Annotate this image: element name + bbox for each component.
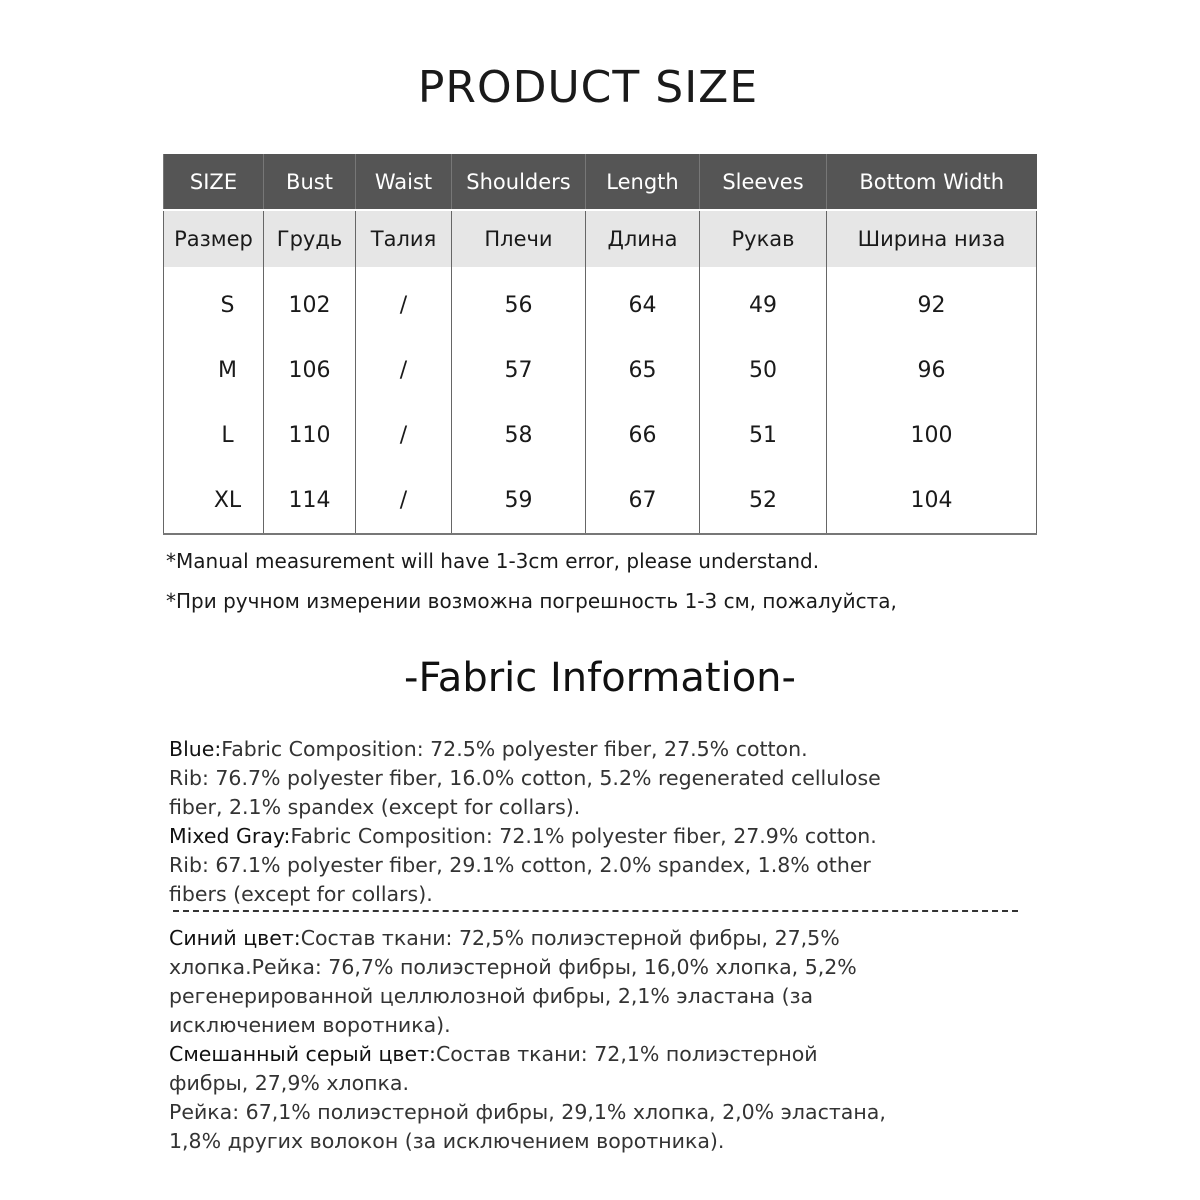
header-bottom-width: Bottom Width [827, 154, 1037, 210]
cell-waist: / [356, 338, 452, 403]
header-sleeves-ru: Рукав [700, 210, 827, 267]
cell-size: M [164, 338, 264, 403]
fabric-gray-rib-line1: Rib: 67.1% polyester fiber, 29.1% cotton, 2.0% spandex, 1.8% other [169, 853, 871, 877]
cell-waist: / [356, 468, 452, 534]
cell-shoulders: 58 [452, 403, 586, 468]
cell-size: S [164, 267, 264, 338]
dashed-divider [173, 910, 1018, 912]
fabric-blue-rib-line2: fiber, 2.1% spandex (except for collars). [169, 795, 581, 819]
cell-sleeves: 51 [700, 403, 827, 468]
cell-bottom-width: 100 [827, 403, 1037, 468]
cell-bust: 110 [264, 403, 356, 468]
table-row [164, 403, 1037, 468]
cell-shoulders: 57 [452, 338, 586, 403]
fabric-blue-ru-line2: хлопка.Рейка: 76,7% полиэстерной фибры, 16,0% хлопка, 5,2% [169, 955, 857, 979]
cell-length: 67 [586, 468, 700, 534]
size-table [163, 154, 1037, 535]
cell-bust: 114 [264, 468, 356, 534]
fabric-info-ru: Синий цвет:Состав ткани: 72,5% полиэстерной фибры, 27,5% хлопка.Рейка: 76,7% полиэстерной фибры, 16,0% хлопка, 5,2% регенерированной целлюлозной фибры, 2,1% эластана (за исключением воротника). Смешанный серый цвет:Состав ткани: 72,1% полиэстерной фибры, 27,9% хлопка. Рейка: 67,1% полиэстерной фибры, 29,1% хлопка, 2,0% эластана, 1,8% других волокон (за исключением воротника). [169, 924, 1029, 1156]
cell-shoulders: 56 [452, 267, 586, 338]
measurement-note-ru: *При ручном измерении возможна погрешность 1-3 см, пожалуйста, [166, 589, 897, 613]
fabric-info-en [169, 735, 1029, 909]
cell-waist: / [356, 267, 452, 338]
header-bottom-width-ru: Ширина низа [827, 210, 1037, 267]
fabric-blue-ru-line4: исключением воротника). [169, 1013, 451, 1037]
page-title: PRODUCT SIZE [417, 62, 759, 113]
header-waist-ru: Талия [356, 210, 452, 267]
table-header-en [164, 154, 1037, 210]
fabric-blue-rib-line1: Rib: 76.7% polyester fiber, 16.0% cotton, 5.2% regenerated cellulose [169, 766, 881, 790]
table-header-ru [164, 210, 1037, 267]
header-length: Length [586, 154, 700, 210]
fabric-gray-rib-line2: fibers (except for collars). [169, 882, 433, 906]
cell-bottom-width: 104 [827, 468, 1037, 534]
table-row [164, 267, 1037, 338]
cell-length: 64 [586, 267, 700, 338]
header-shoulders-ru: Плечи [452, 210, 586, 267]
cell-size: L [164, 403, 264, 468]
fabric-blue-ru-line3: регенерированной целлюлозной фибры, 2,1% эластана (за [169, 984, 814, 1008]
header-bust: Bust [264, 154, 356, 210]
cell-bust: 106 [264, 338, 356, 403]
header-waist: Waist [356, 154, 452, 210]
fabric-gray-line: Mixed Gray:Fabric Composition: 72.1% polyester fiber, 27.9% cotton. [169, 824, 877, 848]
fabric-gray-label-ru: Смешанный серый цвет: [169, 1042, 436, 1066]
header-shoulders: Shoulders [452, 154, 586, 210]
header-size: SIZE [164, 154, 264, 210]
fabric-gray-ru-line4: 1,8% других волокон (за исключением воротника). [169, 1129, 725, 1153]
header-bust-ru: Грудь [264, 210, 356, 267]
fabric-gray-label: Mixed Gray: [169, 824, 291, 848]
table-row [164, 338, 1037, 403]
fabric-blue-line: Blue:Fabric Composition: 72.5% polyester fiber, 27.5% cotton. [169, 737, 808, 761]
fabric-gray-ru-line3: Рейка: 67,1% полиэстерной фибры, 29,1% хлопка, 2,0% эластана, [169, 1100, 886, 1124]
table-row [164, 468, 1037, 534]
cell-bust: 102 [264, 267, 356, 338]
cell-length: 65 [586, 338, 700, 403]
fabric-blue-label: Blue: [169, 737, 222, 761]
cell-waist: / [356, 403, 452, 468]
header-size-ru: Размер [164, 210, 264, 267]
cell-bottom-width: 96 [827, 338, 1037, 403]
cell-shoulders: 59 [452, 468, 586, 534]
header-sleeves: Sleeves [700, 154, 827, 210]
cell-bottom-width: 92 [827, 267, 1037, 338]
header-length-ru: Длина [586, 210, 700, 267]
cell-sleeves: 49 [700, 267, 827, 338]
cell-length: 66 [586, 403, 700, 468]
fabric-section-title: -Fabric Information- [404, 655, 796, 701]
measurement-note-en: *Manual measurement will have 1-3cm error, please understand. [166, 549, 820, 573]
cell-sleeves: 52 [700, 468, 827, 534]
cell-size: XL [164, 468, 264, 534]
fabric-blue-label-ru: Синий цвет: [169, 926, 301, 950]
fabric-gray-ru-line2: фибры, 27,9% хлопка. [169, 1071, 410, 1095]
cell-sleeves: 50 [700, 338, 827, 403]
